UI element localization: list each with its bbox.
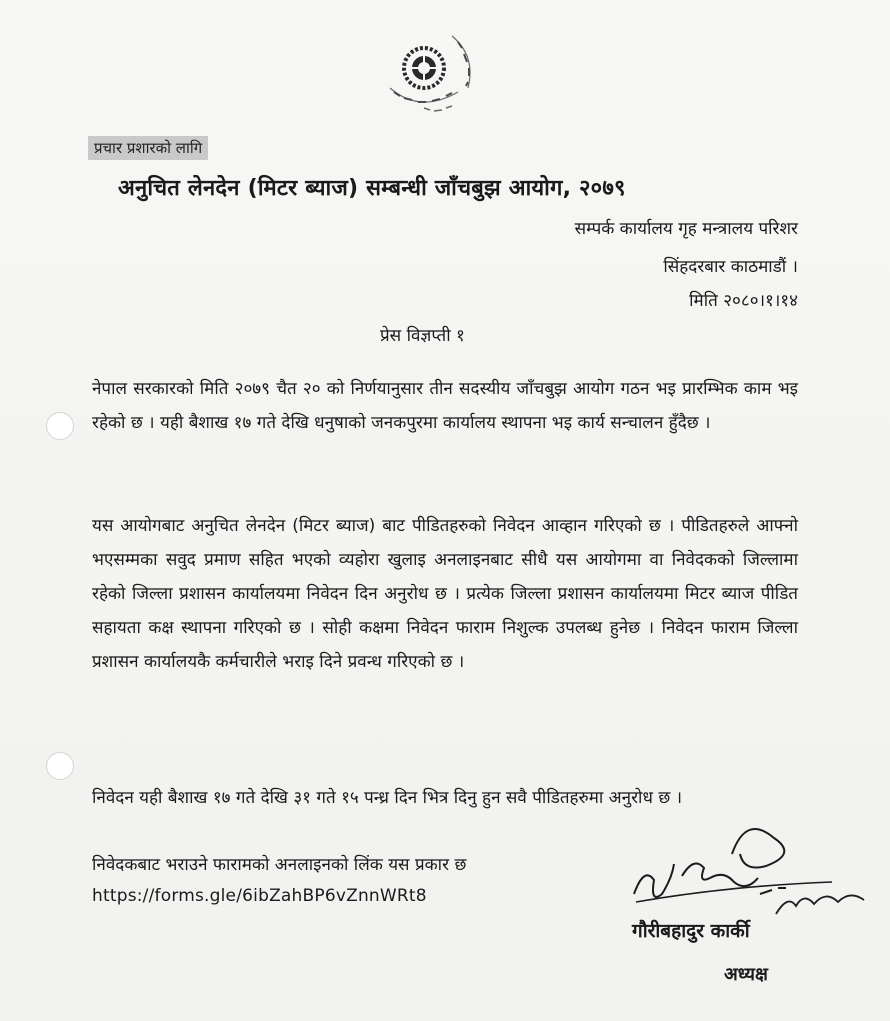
punch-hole-2 [46,752,74,780]
paragraph-2: यस आयोगबाट अनुचित लेनदेन (मिटर ब्याज) बाट पीडितहरुको निवेदन आव्हान गरिएको छ । पीडितहरुले आफ्नो भएसम्मका सवुद प्रमाण सहित भएको व्यहोरा खुलाइ अनलाइनबाट सीधै यस आयोगमा वा निवेदकको जिल्लामा रहेको जिल्ला प्रशासन कार्यालयमा निवेदन दिन अनुरोध छ । प्रत्येक जिल्ला प्रशासन कार्यालयमा मिटर ब्याज पीडित सहायता कक्ष स्थापना गरिएको छ । सोही कक्षमा निवेदन फाराम निशुल्क उपलब्ध हुनेछ । निवेदन फाराम जिल्ला प्रशासन कार्यालयकै कर्मचारीले भराइ दिने प्रवन्ध गरिएको छ । [92,516,798,672]
signatory-name: गौरीबहादुर कार्की [632,920,750,942]
address-line-1: सम्पर्क कार्यालय गृह मन्त्रालय परिशर [574,219,798,239]
publicity-tag: प्रचार प्रशारको लागि [88,136,208,160]
document-date: मिति २०८०।१।१४ [689,291,798,311]
document-title: अनुचित लेनदेन (मिटर ब्याज) सम्बन्धी जाँचबुझ आयोग, २०७९ [118,176,626,201]
paragraph-4: निवेदकबाट भराउने फारामको अनलाइनको लिंक यस प्रकार छ [92,855,467,875]
form-link[interactable]: https://forms.gle/6ibZahBP6vZnnWRt8 [92,886,427,906]
paragraph-3: निवेदन यही बैशाख १७ गते देखि ३१ गते १५ पन्ध्र दिन भित्र दिनु हुन सवै पीडितहरुमा अनुरोध छ । [92,788,683,808]
signatory-role: अध्यक्ष [724,964,768,985]
press-release-heading: प्रेस विज्ञप्ती १ [380,326,465,346]
address-line-2: सिंहदरबार काठमाडौं । [663,257,798,277]
punch-hole-1 [46,412,74,440]
paragraph-1: नेपाल सरकारको मिति २०७९ चैत २० को निर्णयानुसार तीन सदस्यीय जाँचबुझ आयोग गठन भइ प्रारम्भिक काम भइ रहेको छ । यही बैशाख १७ गते देखि धनुषाको जनकपुरमा कार्यालय स्थापना भइ कार्य सन्चालन हुँदैछ । [92,379,798,433]
commission-seal-icon [372,22,496,132]
